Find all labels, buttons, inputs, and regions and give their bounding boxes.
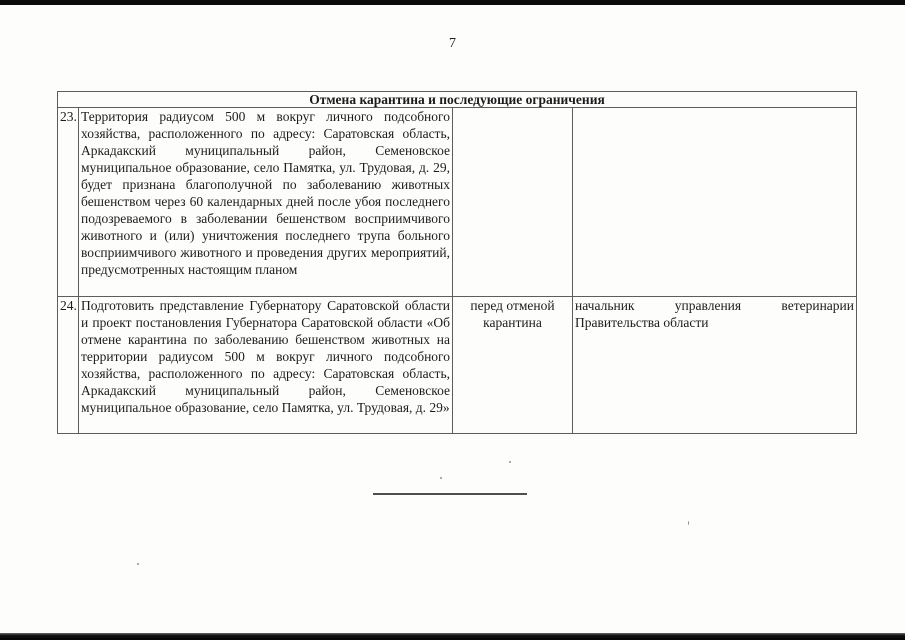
- scan-speck: [688, 521, 689, 525]
- row-number-cell: 23.: [58, 108, 79, 297]
- table-row: [58, 297, 857, 434]
- row-number-cell: 24.: [58, 297, 79, 434]
- responsible-cell: [573, 108, 857, 297]
- quarantine-plan-table: [57, 91, 857, 434]
- separator-line: [373, 493, 527, 495]
- action-cell: Территория радиусом 500 м вокруг личного подсобного хозяйства, расположенного по адресу: Саратовская область, Аркадакский муниципальный район, Семеновское муниципальное образование, село Памятка, ул. Трудовая, д. 29, будет признана благополучной по заболеванию животных бешенством через 60 календарных дней после убоя последнего подозреваемого в заболевании бешенством восприимчивого животного и (или) уничтожения последнего трупа больного восприимчивого животного и проведения других мероприятий, предусмотренных настоящим планом: [79, 108, 453, 297]
- scan-edge-top: [0, 0, 905, 5]
- page-number: 7: [449, 36, 456, 51]
- table-row: [58, 108, 857, 297]
- scan-edge-bottom: [0, 633, 905, 640]
- scan-speck: [509, 461, 511, 463]
- responsible-cell: начальник управления ветеринарии Правительства области: [573, 297, 857, 434]
- term-cell: перед отменой карантина: [453, 297, 573, 434]
- term-cell: [453, 108, 573, 297]
- section-header: Отмена карантина и последующие ограничения: [58, 92, 857, 108]
- scan-speck: [137, 563, 139, 565]
- action-cell: Подготовить представление Губернатору Саратовской области и проект постановления Губернатора Саратовской области «Об отмене карантина по заболеванию бешенством животных на территории радиусом 500 м вокруг личного подсобного хозяйства, расположенного по адресу: Саратовская область, Аркадакский муниципальный район, Семеновское муниципальное образование, село Памятка, ул. Трудовая, д. 29»: [79, 297, 453, 434]
- scan-speck: [440, 477, 442, 479]
- table-section-header-row: [58, 92, 857, 108]
